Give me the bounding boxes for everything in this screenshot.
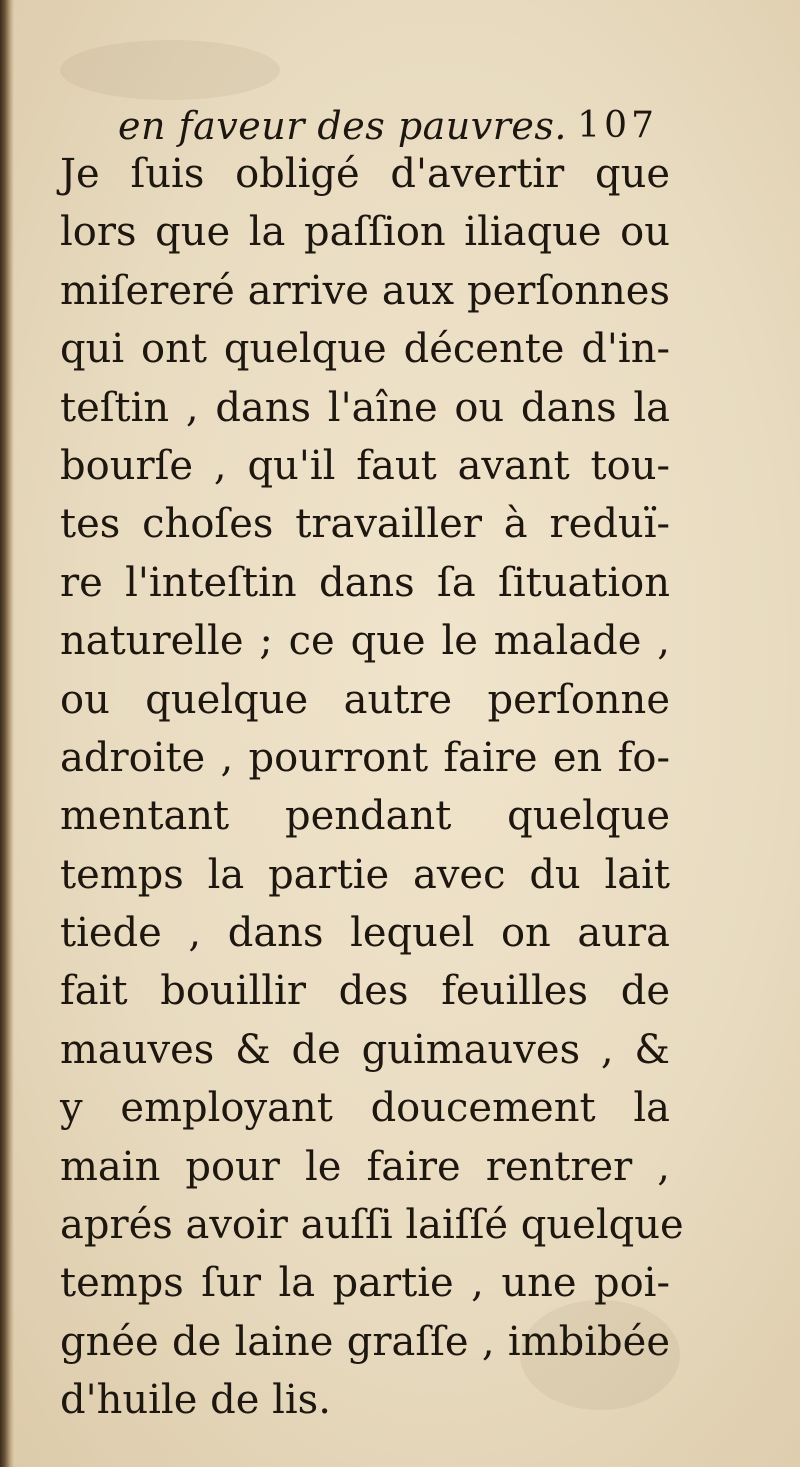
text-line: main pour le faire rentrer ,	[60, 1143, 670, 1190]
body-text	[60, 145, 684, 1430]
text-line: y employant doucement la	[60, 1085, 670, 1132]
text-line: re l'inteſtin dans ſa ſituation	[60, 559, 670, 606]
text-line: tes choſes travailler à reduï-	[60, 501, 670, 548]
text-line: Je ſuis obligé d'avertir que	[60, 151, 670, 197]
text-line: ou quelque autre perſonne	[60, 676, 670, 723]
text-line: gnée de laine graſſe , imbibée	[60, 1318, 670, 1365]
text-line: fait bouillir des feuilles de	[60, 968, 670, 1015]
text-line: teſtin , dans l'aîne ou dans la	[60, 384, 670, 431]
page-number: 107	[577, 105, 658, 146]
binding-edge	[0, 0, 14, 1467]
text-line: temps la partie avec du lait	[60, 851, 670, 898]
text-line: aprés avoir auſſi laiſſé quelque	[60, 1202, 684, 1249]
running-title: en faveur des pauvres.	[118, 104, 567, 148]
text-line: d'huile de lis.	[60, 1377, 331, 1424]
text-line: temps ſur la partie , une poi-	[60, 1260, 670, 1307]
text-line: miſereré arrive aux perſonnes	[60, 267, 670, 314]
text-line: tiede , dans lequel on aura	[60, 910, 670, 957]
text-line: lors que la paſſion iliaque ou	[60, 209, 670, 256]
text-line: adroite , pourront faire en fo-	[60, 734, 670, 781]
text-line: mentant pendant quelque	[60, 793, 670, 840]
text-line: qui ont quelque décente d'in-	[60, 326, 670, 373]
text-line: naturelle ; ce que le malade ,	[60, 618, 670, 665]
text-line: mauves & de guimauves , &	[60, 1026, 670, 1073]
paper-stain	[60, 40, 280, 100]
text-line: bourſe , qu'il faut avant tou-	[60, 442, 670, 489]
